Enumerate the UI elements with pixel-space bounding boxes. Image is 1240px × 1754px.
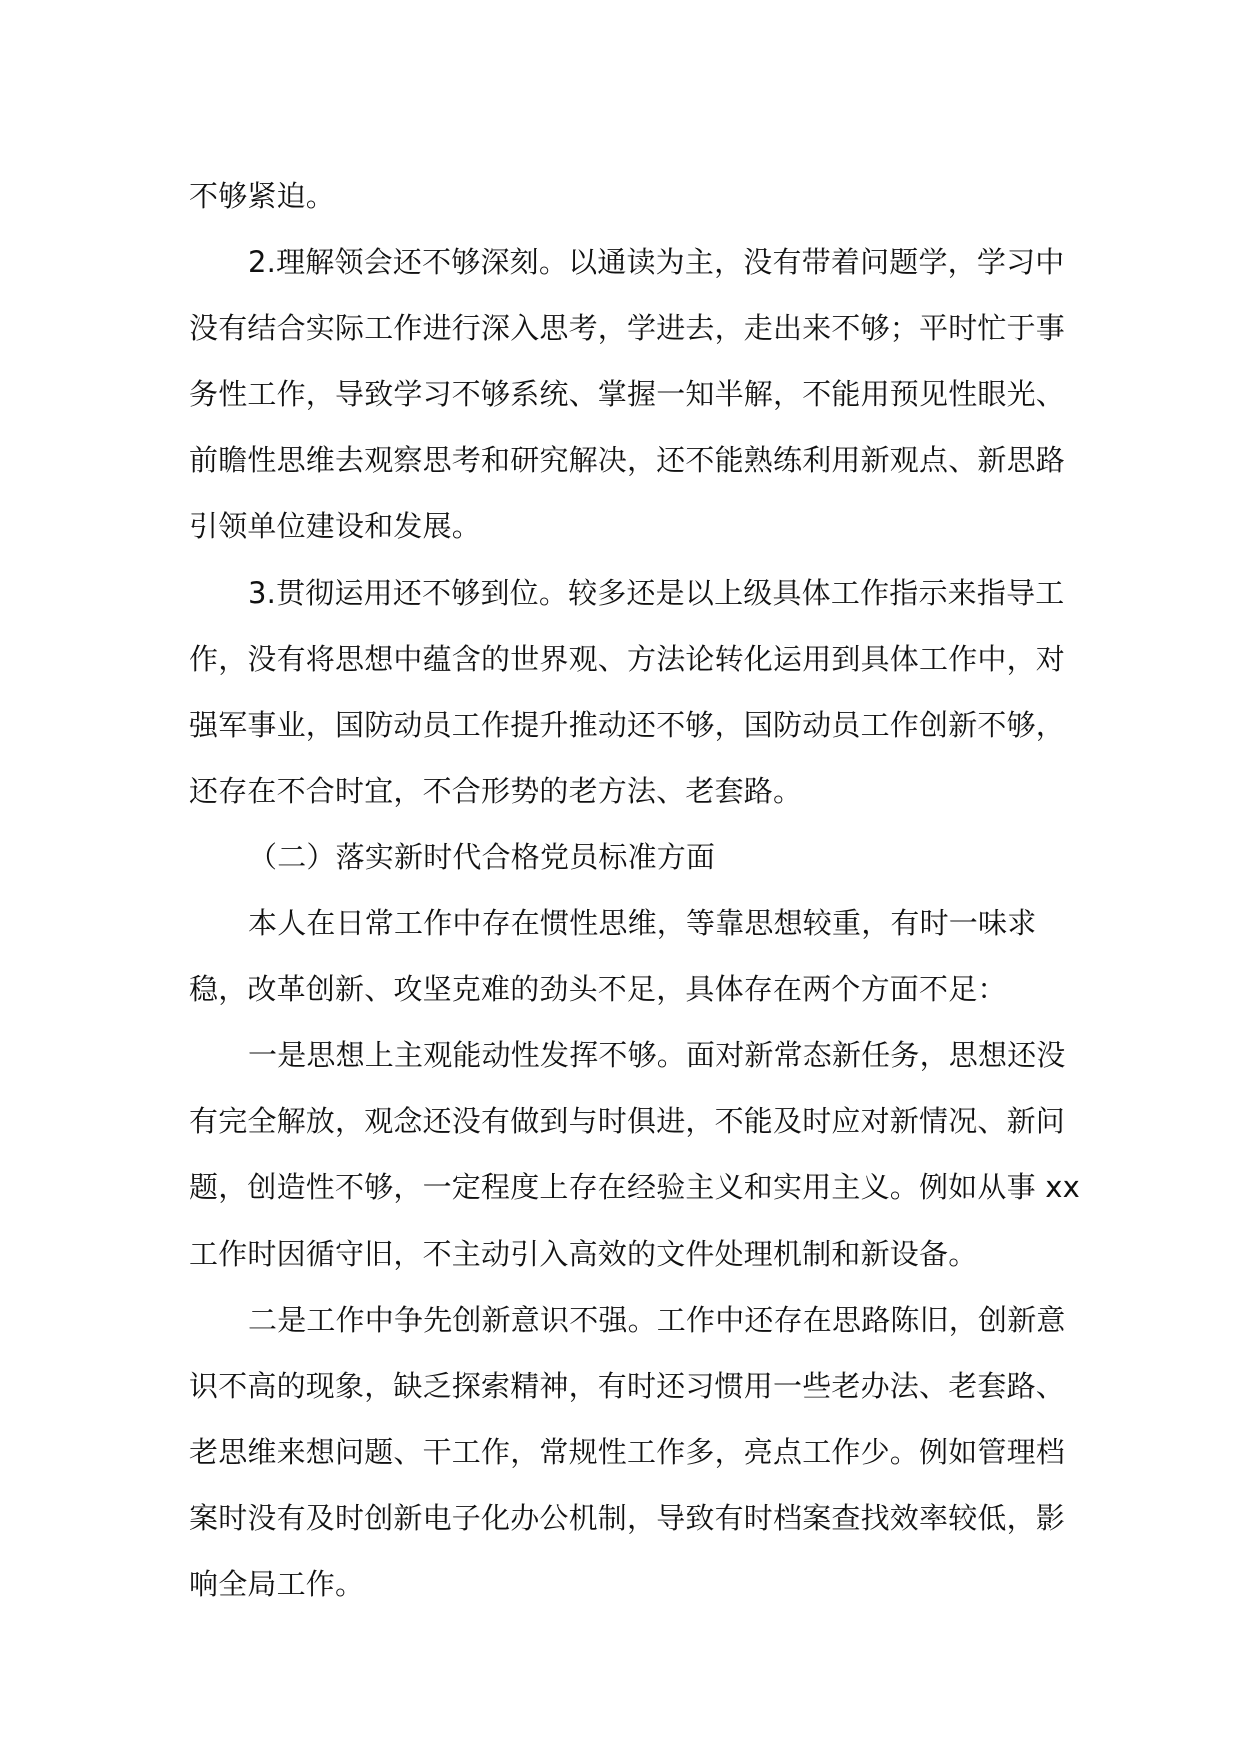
- paragraph-point-2: 二是工作中争先创新意识不强。工作中还存在思路陈旧，创新意识不高的现象，缺乏探索精神，有时还习惯用一些老办法、老套路、老思维来想问题、干工作，常规性工作多，亮点工作少。例如管理档案时没有及时创新电子化办公机制，导致有时档案查找效率较低，影响全局工作。: [189, 1302, 1066, 1601]
- paragraph-item-2: 2.理解领会还不够深刻。以通读为主，没有带着问题学，学习中没有结合实际工作进行深入思考，学进去，走出来不够；平时忙于事务性工作，导致学习不够系统、掌握一知半解，不能用预见性眼光、前瞻性思维去观察思考和研究解决，还不能熟练利用新观点、新思路引领单位建设和发展。: [189, 245, 1066, 544]
- paragraph-point-1: 一是思想上主观能动性发挥不够。面对新常态新任务，思想还没有完全解放，观念还没有做到与时俱进，不能及时应对新情况、新问题，创造性不够，一定程度上存在经验主义和实用主义。例如从事 xx 工作时因循守旧，不主动引入高效的文件处理机制和新设备。: [189, 1038, 1080, 1271]
- paragraph-continuation: 不够紧迫。: [189, 179, 336, 213]
- paragraph-item-3: 3.贯彻运用还不够到位。较多还是以上级具体工作指示来指导工作，没有将思想中蕴含的世界观、方法论转化运用到具体工作中，对强军事业，国防动员工作提升推动还不够，国防动员工作创新不够，还存在不合时宜，不合形势的老方法、老套路。: [189, 575, 1066, 808]
- document-body: [189, 163, 1085, 1617]
- paragraph-intro: 本人在日常工作中存在惯性思维，等靠思想较重，有时一味求稳，改革创新、攻坚克难的劲头不足，具体存在两个方面不足：: [189, 906, 1037, 1007]
- section-heading: （二）落实新时代合格党员标准方面: [248, 839, 716, 874]
